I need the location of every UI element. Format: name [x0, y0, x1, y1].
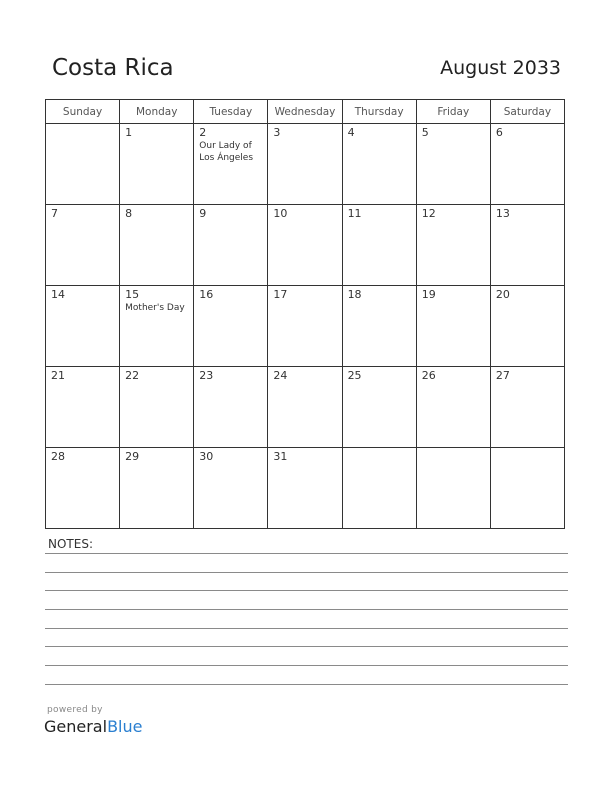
- day-number: 21: [51, 369, 65, 382]
- day-cell: [416, 448, 490, 529]
- day-number: 6: [495, 126, 503, 139]
- day-cell: [194, 448, 268, 529]
- day-number: 26: [421, 369, 436, 382]
- day-cell: [194, 286, 268, 367]
- day-number: 31: [273, 450, 288, 463]
- day-cell: [46, 367, 120, 448]
- day-cell: [120, 448, 194, 529]
- day-number: 27: [495, 369, 510, 382]
- day-number: 9: [199, 207, 207, 220]
- day-number: 20: [495, 288, 510, 301]
- note-line: [45, 553, 568, 554]
- day-number: 13: [495, 207, 510, 220]
- day-cell: [194, 124, 268, 205]
- weekday-saturday: Saturday: [490, 100, 564, 124]
- weekday-sunday: Sunday: [46, 100, 120, 124]
- day-number: 1: [125, 126, 133, 139]
- day-number: 11: [347, 207, 362, 220]
- weekday-tuesday: Tuesday: [194, 100, 268, 124]
- day-number: 28: [51, 450, 65, 463]
- calendar-grid: [45, 99, 565, 529]
- weekday-monday: Monday: [120, 100, 194, 124]
- day-number: 30: [199, 450, 214, 463]
- day-number: 17: [273, 288, 288, 301]
- day-number: 14: [51, 288, 65, 301]
- day-cell: [416, 286, 490, 367]
- holiday-label: Mother's Day: [125, 303, 185, 313]
- weekday-header-row: [46, 100, 565, 124]
- week-row: [46, 286, 565, 367]
- day-number: 10: [273, 207, 288, 220]
- week-row: [46, 205, 565, 286]
- day-cell: [342, 205, 416, 286]
- day-cell: [194, 205, 268, 286]
- day-cell: [342, 367, 416, 448]
- day-cell: [46, 124, 120, 205]
- note-line: [45, 572, 568, 573]
- day-cell: [120, 286, 194, 367]
- month-title: August 2033: [440, 57, 561, 79]
- day-number: 25: [347, 369, 362, 382]
- note-line: [45, 665, 568, 666]
- day-number: 12: [421, 207, 436, 220]
- day-cell: [268, 124, 342, 205]
- note-line: [45, 590, 568, 591]
- notes-label: NOTES:: [48, 537, 93, 551]
- day-number: 8: [125, 207, 133, 220]
- day-cell: [342, 448, 416, 529]
- day-cell: [120, 205, 194, 286]
- note-line: [45, 684, 568, 685]
- day-cell: [120, 367, 194, 448]
- note-line: [45, 609, 568, 610]
- week-row: [46, 124, 565, 205]
- day-cell: [490, 367, 564, 448]
- week-row: [46, 448, 565, 529]
- brand-general-text: General: [44, 717, 108, 736]
- day-cell: [268, 367, 342, 448]
- powered-by-text: powered by: [47, 705, 103, 715]
- day-cell: [268, 205, 342, 286]
- day-number: 29: [125, 450, 140, 463]
- day-number: 5: [421, 126, 429, 139]
- day-number: 19: [421, 288, 436, 301]
- day-cell: [416, 124, 490, 205]
- day-cell: [416, 205, 490, 286]
- day-cell: [490, 448, 564, 529]
- brand-logo: [44, 717, 142, 736]
- day-cell: [46, 448, 120, 529]
- day-cell: [194, 367, 268, 448]
- note-line: [45, 628, 568, 629]
- day-cell: [490, 124, 564, 205]
- weekday-wednesday: Wednesday: [268, 100, 342, 124]
- day-cell: [342, 286, 416, 367]
- day-number: 23: [199, 369, 214, 382]
- day-cell: [46, 205, 120, 286]
- day-number: 4: [347, 126, 355, 139]
- note-line: [45, 646, 568, 647]
- day-cell: [46, 286, 120, 367]
- day-cell: [490, 205, 564, 286]
- weekday-thursday: Thursday: [342, 100, 416, 124]
- day-cell: [416, 367, 490, 448]
- country-title: Costa Rica: [52, 55, 174, 81]
- day-number: 3: [273, 126, 281, 139]
- week-row: [46, 367, 565, 448]
- day-cell: [268, 448, 342, 529]
- day-number: 2: [199, 126, 207, 139]
- weekday-friday: Friday: [416, 100, 490, 124]
- day-number: 16: [199, 288, 214, 301]
- day-cell: [490, 286, 564, 367]
- holiday-label: Our Lady of Los Ángeles: [199, 141, 254, 163]
- day-number: 7: [51, 207, 58, 220]
- day-cell: [268, 286, 342, 367]
- day-number: 15: [125, 288, 140, 301]
- brand-blue-text: Blue: [107, 717, 143, 736]
- day-number: 24: [273, 369, 288, 382]
- day-number: 18: [347, 288, 362, 301]
- day-cell: [120, 124, 194, 205]
- day-cell: [342, 124, 416, 205]
- day-number: 22: [125, 369, 140, 382]
